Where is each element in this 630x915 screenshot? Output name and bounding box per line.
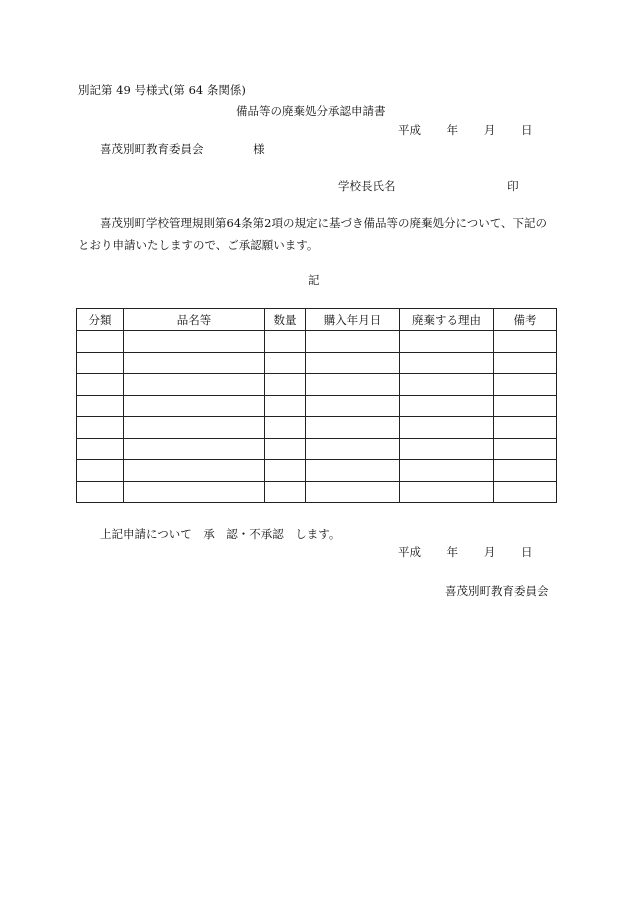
date-year: 年 <box>446 123 459 137</box>
request-body: 喜茂別町学校管理規則第64条第2項の規定に基づき備品等の廃棄処分について、下記のとおり申請いたしますので、ご承認願います。 <box>78 216 547 252</box>
approval-date-month: 月 <box>483 545 496 559</box>
table-row <box>77 438 557 460</box>
table-cell[interactable] <box>306 460 400 482</box>
header-item-name: 品名等 <box>124 309 265 331</box>
table-row <box>77 417 557 439</box>
table-cell[interactable] <box>124 374 265 396</box>
table-cell[interactable] <box>77 374 124 396</box>
table-cell[interactable] <box>494 481 557 503</box>
table-cell[interactable] <box>494 417 557 439</box>
table-cell[interactable] <box>306 331 400 353</box>
table-cell[interactable] <box>77 331 124 353</box>
document-title: 備品等の廃棄処分承認申請書 <box>236 104 386 118</box>
table-cell[interactable] <box>306 417 400 439</box>
table-cell[interactable] <box>306 374 400 396</box>
table-cell[interactable] <box>494 331 557 353</box>
approval-date-year: 年 <box>446 545 459 559</box>
table-cell[interactable] <box>265 331 306 353</box>
table-cell[interactable] <box>494 438 557 460</box>
header-remarks: 備考 <box>494 309 557 331</box>
table-cell[interactable] <box>306 438 400 460</box>
table-cell[interactable] <box>400 481 494 503</box>
header-quantity: 数量 <box>265 309 306 331</box>
table-cell[interactable] <box>400 460 494 482</box>
table-cell[interactable] <box>77 395 124 417</box>
table-row <box>77 481 557 503</box>
table-cell[interactable] <box>400 417 494 439</box>
ki-heading: 記 <box>308 273 320 287</box>
table-cell[interactable] <box>400 395 494 417</box>
approving-authority: 喜茂別町教育委員会 <box>445 584 549 598</box>
table-cell[interactable] <box>306 481 400 503</box>
items-table <box>76 308 557 503</box>
applicant-line <box>338 179 519 193</box>
table-row <box>77 331 557 353</box>
table-row <box>77 460 557 482</box>
addressee <box>100 142 265 156</box>
header-purchase-date: 購入年月日 <box>306 309 400 331</box>
addressee-honorific: 様 <box>253 142 265 156</box>
table-cell[interactable] <box>306 352 400 374</box>
table-row <box>77 395 557 417</box>
table-row <box>77 374 557 396</box>
header-disposal-reason: 廃棄する理由 <box>400 309 494 331</box>
approval-statement: 上記申請について 承 認・不承認 します。 <box>100 527 341 541</box>
date-month: 月 <box>483 123 496 137</box>
applicant-label: 学校長氏名 <box>338 179 396 193</box>
table-cell[interactable] <box>400 352 494 374</box>
table-cell[interactable] <box>124 438 265 460</box>
table-cell[interactable] <box>265 417 306 439</box>
approval-date <box>398 545 532 559</box>
header-category: 分類 <box>77 309 124 331</box>
table-cell[interactable] <box>265 481 306 503</box>
table-cell[interactable] <box>494 460 557 482</box>
date-day: 日 <box>520 123 533 137</box>
table-cell[interactable] <box>400 331 494 353</box>
table-cell[interactable] <box>77 460 124 482</box>
table-cell[interactable] <box>265 460 306 482</box>
table-cell[interactable] <box>77 417 124 439</box>
table-cell[interactable] <box>265 395 306 417</box>
table-cell[interactable] <box>400 438 494 460</box>
table-cell[interactable] <box>124 395 265 417</box>
table-cell[interactable] <box>77 352 124 374</box>
table-cell[interactable] <box>400 374 494 396</box>
table-cell[interactable] <box>124 417 265 439</box>
table-cell[interactable] <box>124 352 265 374</box>
table-row <box>77 352 557 374</box>
date-era: 平成 <box>398 123 421 137</box>
table-cell[interactable] <box>494 352 557 374</box>
table-cell[interactable] <box>494 374 557 396</box>
table-header-row <box>77 309 557 331</box>
table-cell[interactable] <box>77 438 124 460</box>
table-cell[interactable] <box>306 395 400 417</box>
approval-date-day: 日 <box>520 545 533 559</box>
table-cell[interactable] <box>265 374 306 396</box>
application-date <box>398 123 532 137</box>
table-cell[interactable] <box>265 438 306 460</box>
table-cell[interactable] <box>77 481 124 503</box>
approval-date-era: 平成 <box>398 545 421 559</box>
table-cell[interactable] <box>494 395 557 417</box>
table-cell[interactable] <box>124 331 265 353</box>
table-cell[interactable] <box>124 481 265 503</box>
form-reference: 別記第 49 号様式(第 64 条関係) <box>78 83 246 97</box>
seal-mark: 印 <box>507 179 519 193</box>
table-cell[interactable] <box>124 460 265 482</box>
table-cell[interactable] <box>265 352 306 374</box>
addressee-name: 喜茂別町教育委員会 <box>100 142 204 156</box>
